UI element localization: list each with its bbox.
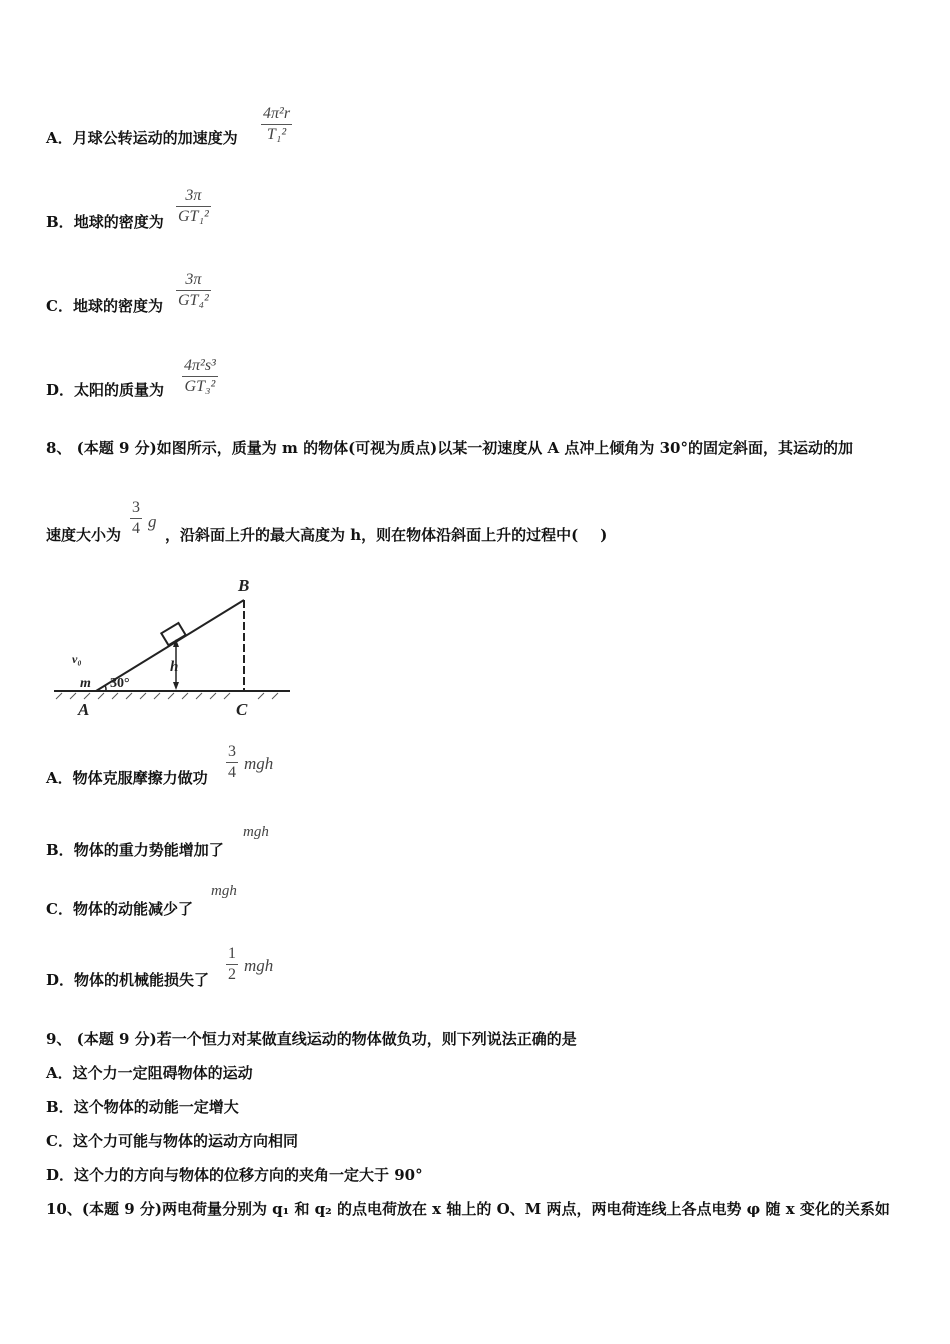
q9-option-b <box>46 1097 239 1117</box>
option-text: 地球的密度为 <box>73 213 164 231</box>
option-label: B． <box>46 213 74 231</box>
q8-c-expr: mgh <box>211 883 237 899</box>
question-number: 9、 <box>46 1030 72 1048</box>
option-label: C． <box>46 297 73 315</box>
q8-a-fraction <box>226 742 238 783</box>
q8-accel-fraction <box>130 498 142 539</box>
option-label: D． <box>46 381 75 399</box>
fraction-denominator: 4 <box>228 764 236 781</box>
question-text-pre: 速度大小为 <box>46 526 122 544</box>
q9-stem <box>46 1029 577 1049</box>
option-label: D． <box>46 1166 75 1184</box>
fraction-numerator: 3 <box>130 498 142 519</box>
option-text: 这个力一定阻碍物体的运动 <box>72 1064 253 1082</box>
h-arrow-down <box>173 682 179 690</box>
fraction-denominator: 2 <box>228 966 236 983</box>
q8-option-d <box>46 970 209 990</box>
q8-stem-line1 <box>46 438 853 458</box>
q7-option-c <box>46 296 163 316</box>
option-label: A． <box>46 769 73 787</box>
q10-stem <box>46 1199 890 1219</box>
option-text: 月球公转运动的加速度为 <box>72 129 238 147</box>
fraction-denominator: T₁² <box>266 126 287 143</box>
q7-d-formula <box>182 356 218 397</box>
option-text: 物体的机械能损失了 <box>74 971 210 989</box>
fraction-numerator: 4π²r <box>261 104 292 125</box>
paren-close: ) <box>600 526 608 544</box>
fraction-denominator: GT₃² <box>184 378 216 395</box>
label-c: C <box>236 700 248 719</box>
option-label: A． <box>46 129 73 147</box>
fraction-denominator: GT₄² <box>178 292 209 309</box>
option-label: D． <box>46 971 75 989</box>
option-text: 物体的重力势能增加了 <box>73 841 224 859</box>
q7-c-formula <box>176 270 211 311</box>
q8-d-expr: mgh <box>244 956 274 975</box>
q8-option-a <box>46 768 208 788</box>
option-text: 地球的密度为 <box>72 297 163 315</box>
q7-a-formula <box>261 104 292 145</box>
question-text: (本题 9 分)若一个恒力对某做直线运动的物体做负功，则下列说法正确的是 <box>76 1030 577 1048</box>
block <box>161 623 185 645</box>
q7-option-a <box>46 128 238 148</box>
label-b: B <box>238 576 250 595</box>
fraction-denominator: 4 <box>132 520 140 537</box>
option-label: C． <box>46 900 73 918</box>
option-text: 物体的动能减少了 <box>72 900 193 918</box>
label-m: m <box>80 676 91 691</box>
incline-figure <box>46 575 306 725</box>
question-text: (本题 9 分)两电荷量分别为 q₁ 和 q₂ 的点电荷放在 x 轴上的 O、M 两点，两电荷连线上各点电势 φ 随 x 变化的关系如 <box>81 1200 890 1218</box>
option-label: A． <box>46 1064 73 1082</box>
option-label: B． <box>46 1098 74 1116</box>
fraction-denominator: GT₁² <box>178 208 209 225</box>
fraction-numerator: 3π <box>176 186 211 207</box>
q9-option-d <box>46 1165 423 1185</box>
option-text: 这个物体的动能一定增大 <box>73 1098 239 1116</box>
q8-d-fraction <box>226 944 238 985</box>
q8-option-c <box>46 899 193 919</box>
option-text: 物体克服摩擦力做功 <box>72 769 208 787</box>
label-v0: v₀ <box>72 652 82 666</box>
fraction-numerator: 4π²s³ <box>182 356 218 377</box>
q7-b-formula <box>176 186 211 227</box>
q8-accel-var: g <box>148 512 157 531</box>
angle-label: 30° <box>110 676 130 691</box>
q8-a-expr: mgh <box>244 754 274 773</box>
q8-option-b <box>46 840 224 860</box>
q9-option-a <box>46 1063 253 1083</box>
question-number: 10、 <box>46 1200 82 1218</box>
q8-b-expr: mgh <box>243 824 269 840</box>
q7-option-b <box>46 212 164 232</box>
label-a: A <box>78 700 90 719</box>
label-h: h <box>170 659 179 675</box>
option-text: 这个力的方向与物体的位移方向的夹角一定大于 90° <box>74 1166 423 1184</box>
option-text: 太阳的质量为 <box>74 381 165 399</box>
option-label: B． <box>46 841 74 859</box>
q7-option-d <box>46 380 164 400</box>
option-label: C． <box>46 1132 73 1150</box>
option-text: 这个力可能与物体的运动方向相同 <box>72 1132 298 1150</box>
question-text-post: ，沿斜面上升的最大高度为 h，则在物体沿斜面上升的过程中( <box>165 526 579 544</box>
question-text: (本题 9 分)如图所示，质量为 m 的物体(可视为质点)以某一初速度从 A 点冲上倾角为 30°的固定斜面，其运动的加 <box>76 439 853 457</box>
fraction-numerator: 3π <box>176 270 211 291</box>
fraction-numerator: 3 <box>226 742 238 763</box>
question-number: 8、 <box>46 439 72 457</box>
fraction-numerator: 1 <box>226 944 238 965</box>
q9-option-c <box>46 1131 298 1151</box>
